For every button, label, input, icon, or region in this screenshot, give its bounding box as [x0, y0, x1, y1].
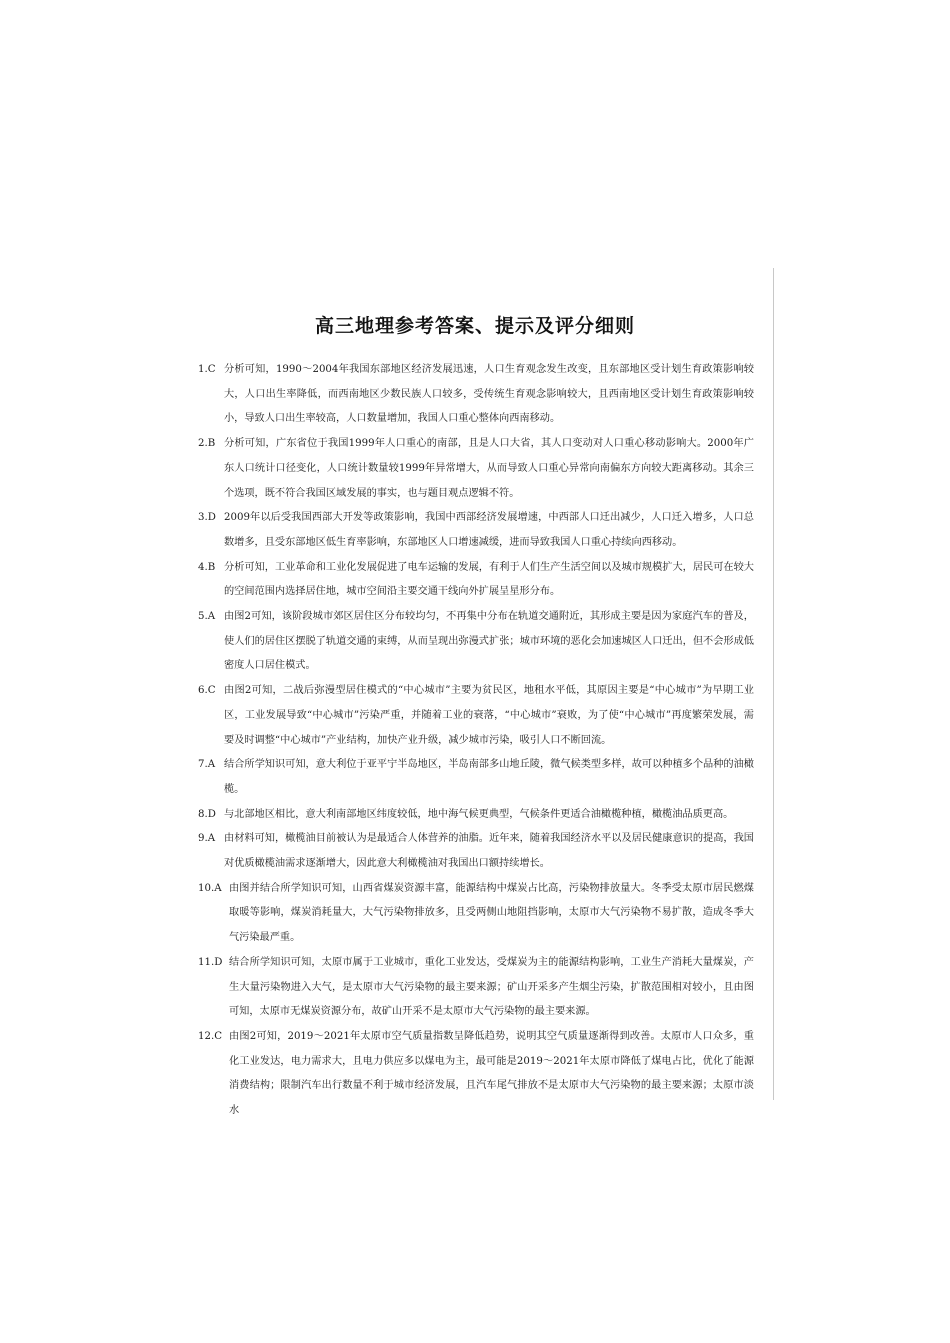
answer-number: 2.B [198, 438, 216, 450]
answer-explanation: 结合所学知识可知，意大利位于亚平宁半岛地区，半岛南部多山地丘陵，微气候类型多样，故可以种植多个品种的油橄榄。 [224, 759, 754, 795]
answer-item-10 [198, 877, 754, 951]
answer-item-2 [198, 432, 754, 506]
answer-item-3 [198, 506, 754, 555]
answer-explanation: 2009年以后受我国西部大开发等政策影响，我国中西部经济发展增速，中西部人口迁出减少，人口迁入增多，人口总数增多，且受东部地区低生育率影响，东部地区人口增速减缓，进而导致我国人口重心持续向西移动。 [224, 512, 754, 548]
document-title: 高三地理参考答案、提示及评分细则 [314, 315, 635, 337]
answer-number: 12.C [198, 1030, 222, 1042]
answer-explanation: 结合所学知识可知，太原市属于工业城市，重化工业发达，受煤炭为主的能源结构影响，工业生产消耗大量煤炭，产生大量污染物进入大气，是太原市大气污染物的最主要来源；矿山开采多产生烟尘污染，扩散范围相对较小，且由图可知，太原市无煤炭资源分布，故矿山开采不是太原市大气污染物的最主要来源。 [229, 956, 754, 1018]
answer-item-8 [198, 803, 754, 828]
answer-item-7 [198, 753, 754, 802]
answer-item-5 [198, 605, 754, 679]
answer-item-1 [198, 358, 754, 432]
answer-explanation: 由图2可知，该阶段城市郊区居住区分布较均匀，不再集中分布在轨道交通附近，其形成主要是因为家庭汽车的普及，使人们的居住区摆脱了轨道交通的束缚，从而呈现出弥漫式扩张；城市环境的恶化会加速城区人口迁出，但不会形成低密度人口居住模式。 [224, 611, 754, 672]
answer-explanation: 由材料可知，橄榄油目前被认为是最适合人体营养的油脂。近年来，随着我国经济水平以及居民健康意识的提高，我国对优质橄榄油需求逐渐增大，因此意大利橄榄油对我国出口额持续增长。 [224, 833, 754, 870]
answer-list [198, 358, 754, 1124]
answer-number: 6.C [198, 685, 216, 697]
answer-item-11 [198, 951, 754, 1025]
answer-number: 1.C [198, 364, 216, 375]
page-edge-line [773, 268, 774, 1100]
answer-explanation: 由图2可知，二战后弥漫型居住模式的“中心城市”主要为贫民区，地租水平低，其原因主要是“中心城市”为早期工业区，工业发展导致“中心城市”污染严重，并随着工业的衰落，“中心城市”衰败，为了使“中心城市”再度繁荣发展，需要及时调整“中心城市”产业结构，加快产业升级，减少城市污染，吸引人口不断回流。 [224, 685, 754, 746]
answer-number: 4.B [198, 561, 216, 573]
answer-item-12 [198, 1025, 754, 1124]
answer-number: 11.D [198, 956, 223, 968]
answer-explanation: 由图并结合所学知识可知，山西省煤炭资源丰富，能源结构中煤炭占比高，污染物排放量大。冬季受太原市居民燃煤取暖等影响，煤炭消耗量大，大气污染物排放多，且受两侧山地阻挡影响，太原市大气污染物不易扩散，造成冬季大气污染最严重。 [229, 882, 754, 944]
answer-number: 8.D [198, 808, 216, 820]
answer-explanation: 分析可知，广东省位于我国1999年人口重心的南部，且是人口大省，其人口变动对人口重心移动影响大。2000年广东人口统计口径变化，人口统计数量较1999年异常增大，从而导致人口重心异常向南偏东方向较大距离移动。其余三个选项，既不符合我国区域发展的事实，也与题目观点逻辑不符。 [224, 438, 754, 499]
answer-item-9 [198, 827, 754, 876]
answer-explanation: 分析可知，1990～2004年我国东部地区经济发展迅速，人口生育观念发生改变，且东部地区受计划生育政策影响较大，人口出生率降低，而西南地区少数民族人口较多，受传统生育观念影响较大，且西南地区受计划生育政策影响较小，导致人口出生率较高，人口数量增加，我国人口重心整体向西南移动。 [224, 364, 754, 425]
answer-number: 7.A [198, 759, 216, 771]
answer-number: 9.A [198, 833, 216, 845]
answer-explanation: 与北部地区相比，意大利南部地区纬度较低，地中海气候更典型，气候条件更适合油橄榄种植，橄榄油品质更高。 [224, 808, 734, 820]
answer-explanation: 由图2可知，2019～2021年太原市空气质量指数呈降低趋势，说明其空气质量逐渐得到改善。太原市人口众多，重化工业发达，电力需求大，且电力供应多以煤电为主，最可能是2019～2021年太原市降低了煤电占比，优化了能源消费结构；限制汽车出行数量不利于城市经济发展，且汽车尾气排放不是太原市大气污染物的最主要来源；太原市淡水 [229, 1030, 754, 1117]
answer-item-6 [198, 679, 754, 753]
answer-number: 3.D [198, 512, 216, 524]
answer-number: 5.A [198, 611, 216, 623]
answer-explanation: 分析可知，工业革命和工业化发展促进了电车运输的发展，有利于人们生产生活空间以及城市规模扩大，居民可在较大的空间范围内选择居住地，城市空间沿主要交通干线向外扩展呈星形分布。 [224, 561, 754, 598]
answer-item-4 [198, 556, 754, 605]
answer-number: 10.A [198, 882, 222, 894]
